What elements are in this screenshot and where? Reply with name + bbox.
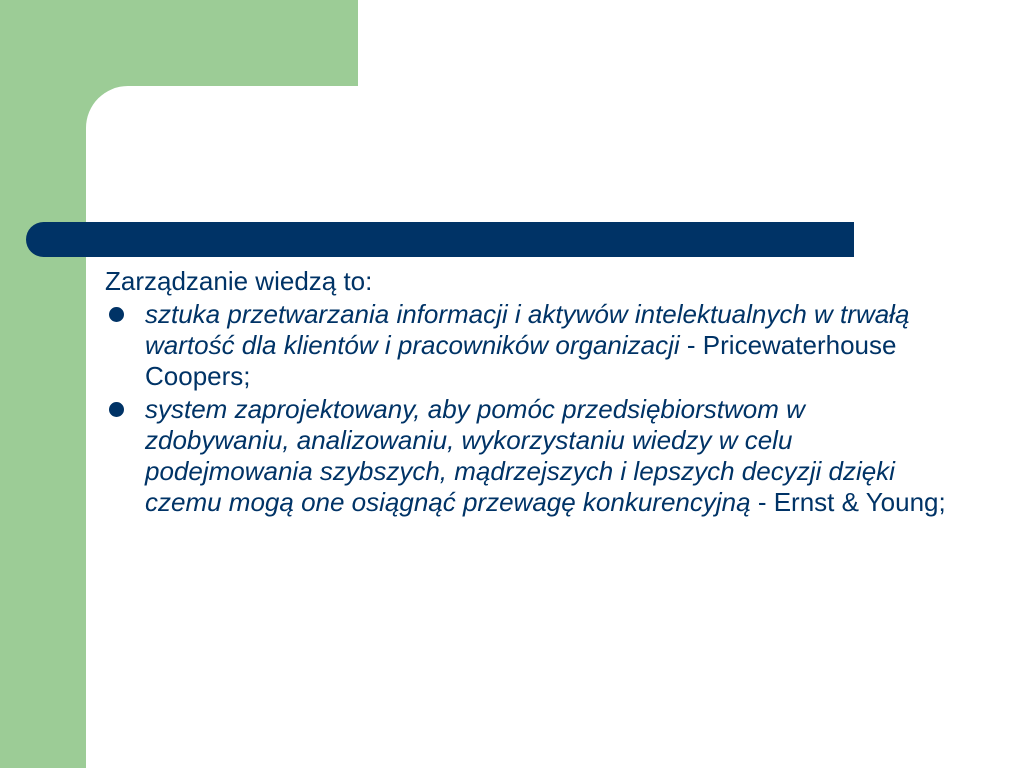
definition-source: - Ernst & Young; <box>750 487 946 517</box>
bullet-item-2 <box>105 394 955 518</box>
definition-text: system zaprojektowany, aby pomóc przedsiębiorstwom w zdobywaniu, analizowaniu, wykorzystaniu wiedzy w celu podejmowania szybszych, mądrzejszych i lepszych decyzji dzięki czemu mogą one osiągnąć przewagę konkurencyjną <box>145 394 895 517</box>
bullet-dot-icon <box>109 307 124 322</box>
bullet-item-1 <box>105 299 955 392</box>
intro-text: Zarządzanie wiedzą to: <box>105 266 373 296</box>
slide-body <box>105 266 955 520</box>
bullet-dot-icon <box>109 402 124 417</box>
definition-text: sztuka przetwarzania informacji i aktywów intelektualnych w trwałą wartość dla klientów i pracowników organizacji <box>145 299 910 360</box>
definition-source: - Pricewaterhouse Coopers; <box>145 330 897 391</box>
title-bar <box>26 222 854 257</box>
bullet-list <box>105 299 955 518</box>
